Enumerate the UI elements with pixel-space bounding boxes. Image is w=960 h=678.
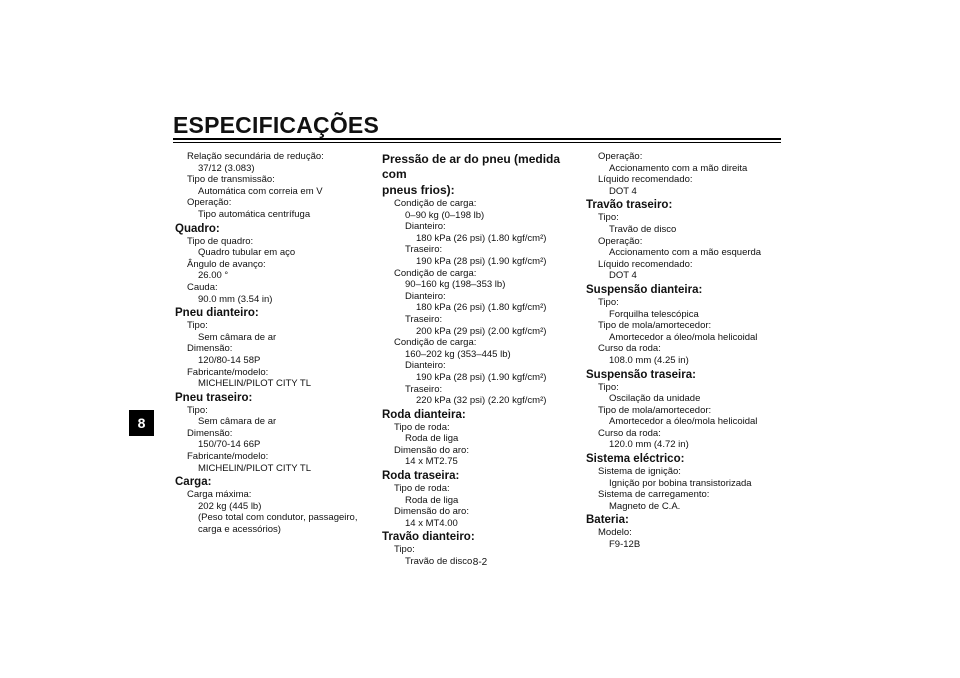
title-rule	[173, 138, 781, 140]
section-heading: Pneu traseiro:	[175, 391, 253, 404]
spec-value: 14 x MT2.75	[405, 456, 458, 468]
spec-label: Curso da roda:	[598, 343, 661, 355]
section-heading: Quadro:	[175, 222, 220, 235]
spec-label: Dimensão:	[187, 343, 233, 355]
spec-label: Tipo de transmissão:	[187, 174, 275, 186]
spec-label: Cauda:	[187, 281, 218, 293]
section-heading: Roda traseira:	[382, 470, 460, 483]
spec-label: Sistema de carregamento:	[598, 489, 710, 501]
spec-label: Fabricante/modelo:	[187, 451, 269, 463]
spec-value: DOT 4	[609, 185, 637, 197]
spec-value: Sem câmara de ar	[198, 331, 277, 343]
spec-value: 14 x MT4.00	[405, 517, 458, 529]
spec-value: Accionamento com a mão direita	[609, 162, 748, 174]
spec-label: Tipo de mola/amortecedor:	[598, 404, 712, 416]
spec-label: Sistema de ignição:	[598, 466, 681, 478]
section-heading: Travão dianteiro:	[382, 531, 475, 544]
spec-value: Accionamento com a mão esquerda	[609, 247, 762, 259]
spec-value: 0–90 kg (0–198 lb)	[405, 209, 485, 221]
spec-label: Tipo de roda:	[394, 483, 450, 495]
spec-value: Dianteiro:	[405, 360, 446, 372]
spec-value: 190 kPa (28 psi) (1.90 kgf/cm²)	[416, 255, 547, 267]
spec-value: 108.0 mm (4.25 in)	[609, 354, 689, 366]
spec-value: Sem câmara de ar	[198, 416, 277, 428]
spec-value: 120/80-14 58P	[198, 354, 261, 366]
spec-value: Ignição por bobina transistorizada	[609, 477, 752, 489]
spec-column-1	[176, 151, 371, 536]
section-heading: Sistema eléctrico:	[586, 453, 685, 466]
section-heading: Suspensão traseira:	[586, 368, 696, 381]
spec-label: Tipo:	[598, 381, 619, 393]
spec-value: Traseiro:	[405, 383, 443, 395]
spec-label: Tipo:	[598, 296, 619, 308]
section-heading: Pressão de ar do pneu (medida com	[382, 152, 561, 181]
spec-value: 180 kPa (26 psi) (1.80 kgf/cm²)	[416, 232, 547, 244]
spec-label: Líquido recomendado:	[598, 174, 693, 186]
spec-label: Condição de carga:	[394, 267, 477, 279]
spec-value: Tipo automática centrífuga	[198, 208, 311, 220]
spec-value: Traseiro:	[405, 244, 443, 256]
spec-value: Roda de liga	[405, 433, 459, 445]
spec-value: 180 kPa (26 psi) (1.80 kgf/cm²)	[416, 302, 547, 314]
spec-label: Tipo:	[598, 212, 619, 224]
spec-value: Roda de liga	[405, 494, 459, 506]
spec-value: 90.0 mm (3.54 in)	[198, 293, 273, 305]
spec-label: Ângulo de avanço:	[187, 258, 266, 270]
spec-label: Operação:	[598, 235, 643, 247]
spec-label: Tipo:	[187, 320, 208, 332]
spec-value: 90–160 kg (198–353 lb)	[405, 279, 506, 291]
section-heading: Bateria:	[586, 514, 629, 527]
spec-label: Dimensão do aro:	[394, 444, 469, 456]
section-heading: Carga:	[175, 476, 212, 489]
spec-value: 220 kPa (32 psi) (2.20 kgf/cm²)	[416, 395, 547, 407]
spec-value: Travão de disco	[405, 556, 473, 568]
spec-label: Dimensão:	[187, 427, 233, 439]
spec-label: Condição de carga:	[394, 337, 477, 349]
spec-value: 26.00 °	[198, 270, 229, 282]
spec-value: Traseiro:	[405, 313, 443, 325]
spec-value: 150/70-14 66P	[198, 439, 261, 451]
spec-value: Dianteiro:	[405, 221, 446, 233]
spec-value: Automática com correia em V	[198, 185, 323, 197]
spec-label: Tipo de mola/amortecedor:	[598, 320, 712, 332]
spec-column-3	[587, 151, 782, 551]
spec-label: Relação secundária de redução:	[187, 151, 324, 162]
section-heading: Travão traseiro:	[586, 199, 673, 212]
title-rule-thin	[173, 142, 781, 143]
spec-value: 202 kg (445 lb)	[198, 500, 262, 512]
spec-label: Curso da roda:	[598, 427, 661, 439]
spec-value: carga e acessórios)	[198, 524, 281, 536]
spec-value: Amortecedor a óleo/mola helicoidal	[609, 331, 758, 343]
spec-label: Condição de carga:	[394, 198, 477, 209]
spec-value: Oscilação da unidade	[609, 393, 701, 405]
spec-value: Travão de disco	[609, 223, 677, 235]
spec-value: 120.0 mm (4.72 in)	[609, 439, 689, 451]
spec-value: 200 kPa (29 psi) (2.00 kgf/cm²)	[416, 325, 547, 337]
spec-label: Modelo:	[598, 527, 632, 539]
spec-label: Fabricante/modelo:	[187, 366, 269, 378]
spec-value: MICHELIN/PILOT CITY TL	[198, 378, 311, 390]
section-heading: Roda dianteira:	[382, 408, 466, 421]
spec-value: 160–202 kg (353–445 lb)	[405, 348, 511, 360]
section-heading: Pneu dianteiro:	[175, 307, 259, 320]
section-heading: pneus frios):	[382, 183, 455, 197]
spec-label: Líquido recomendado:	[598, 258, 693, 270]
spec-value: Dianteiro:	[405, 290, 446, 302]
spec-label: Operação:	[598, 151, 643, 162]
page-title: ESPECIFICAÇÕES	[173, 112, 380, 138]
spec-label: Carga máxima:	[187, 489, 252, 501]
spec-value: Amortecedor a óleo/mola helicoidal	[609, 416, 758, 428]
spec-value: 190 kPa (28 psi) (1.90 kgf/cm²)	[416, 371, 547, 383]
spec-label: Tipo:	[187, 404, 208, 416]
spec-value: MICHELIN/PILOT CITY TL	[198, 462, 311, 474]
spec-label: Tipo de roda:	[394, 421, 450, 433]
spec-label: Operação:	[187, 197, 232, 209]
spec-value: F9-12B	[609, 539, 641, 551]
spec-value: (Peso total com condutor, passageiro,	[198, 512, 358, 524]
section-heading: Suspensão dianteira:	[586, 283, 703, 296]
spec-label: Tipo:	[394, 544, 415, 556]
chapter-tab: 8	[129, 410, 154, 436]
spec-label: Dimensão do aro:	[394, 506, 469, 518]
spec-value: DOT 4	[609, 270, 637, 282]
spec-value: 37/12 (3.083)	[198, 162, 255, 174]
spec-label: Tipo de quadro:	[187, 235, 254, 247]
spec-value: Forquilha telescópica	[609, 308, 699, 320]
page-number: 8-2	[472, 557, 488, 568]
spec-value: Magneto de C.A.	[609, 500, 681, 512]
spec-column-2	[383, 151, 578, 568]
spec-value: Quadro tubular em aço	[198, 247, 296, 259]
